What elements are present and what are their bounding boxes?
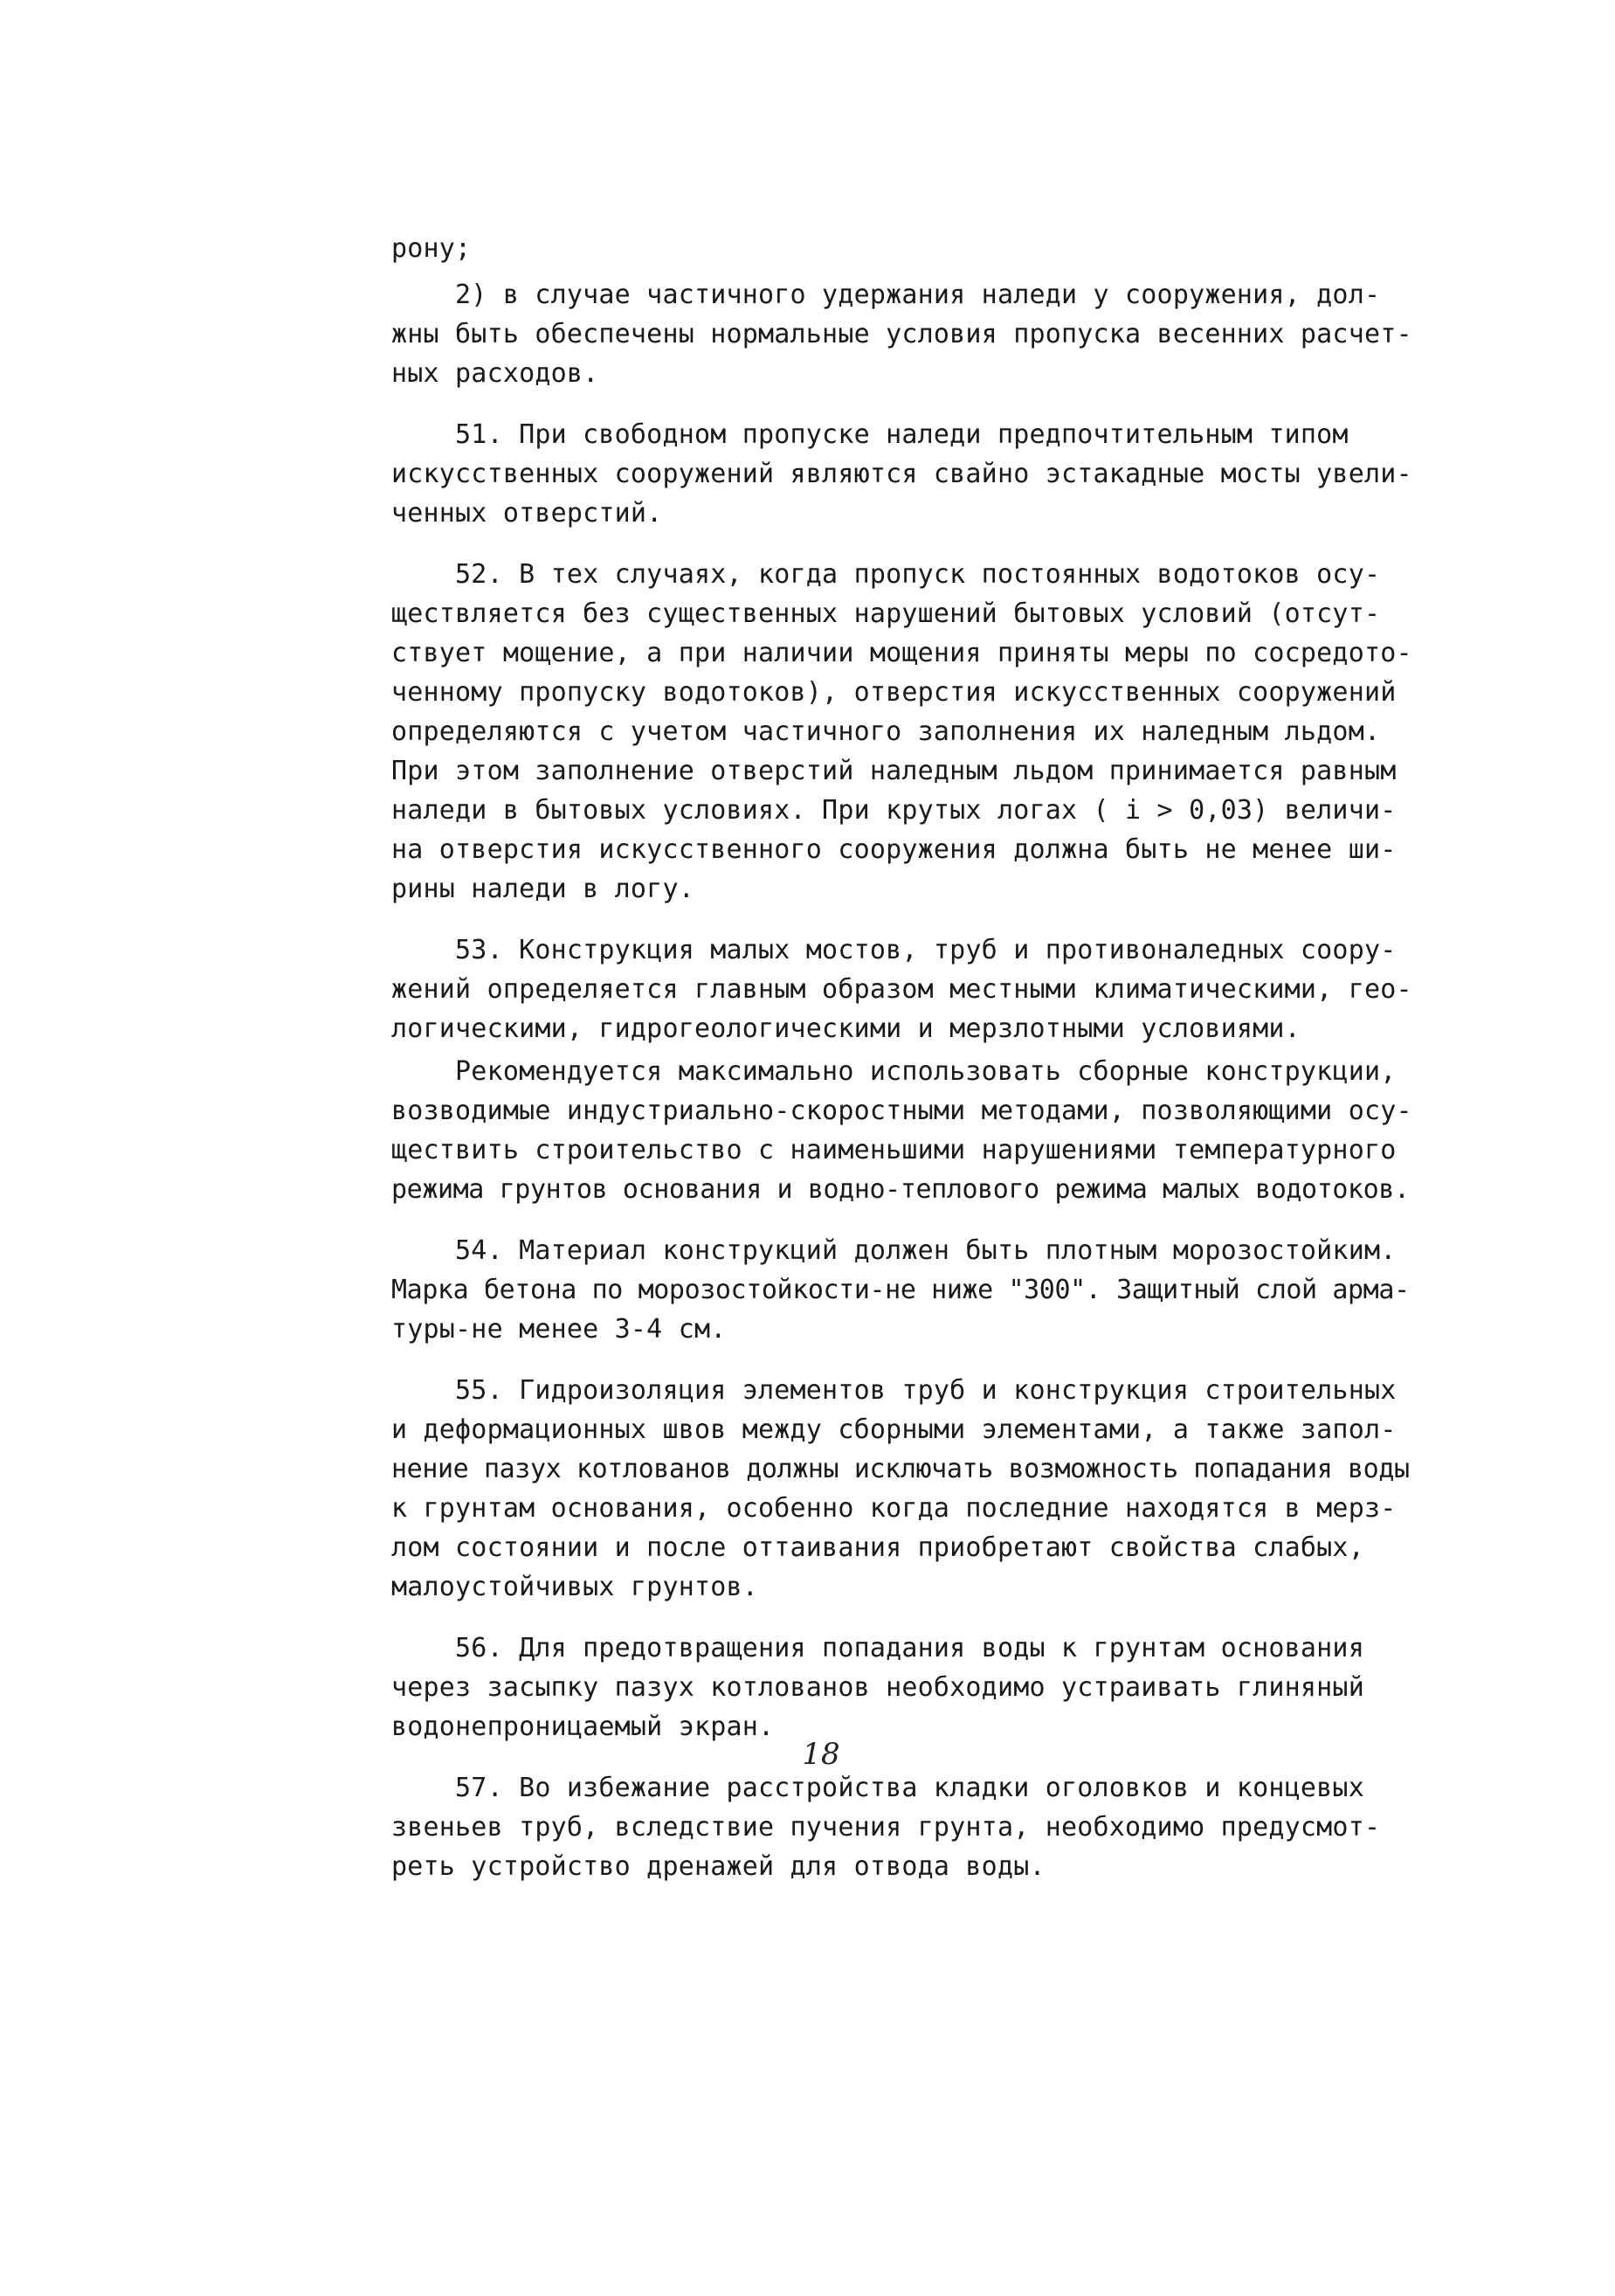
paragraph-51 bbox=[391, 415, 1413, 533]
paragraph-53 bbox=[391, 930, 1413, 1048]
paragraph-54 bbox=[391, 1231, 1413, 1349]
text-line: 52. В тех случаях, когда пропуск постоянных водотоков осу- bbox=[391, 559, 1381, 590]
text-line: реть устройство дренажей для отвода воды. bbox=[391, 1851, 1046, 1882]
text-line: к грунтам основания, особенно когда последние находятся в мерз- bbox=[391, 1493, 1397, 1524]
text-line: малоустойчивых грунтов. bbox=[391, 1572, 759, 1602]
text-line: Марка бетона по морозостойкости-не ниже "300". Защитный слой арма- bbox=[391, 1275, 1410, 1305]
text-line: При этом заполнение отверстий наледным льдом принимается равным bbox=[391, 756, 1397, 786]
text-line: рону; bbox=[391, 233, 472, 264]
text-line: определяются с учетом частичного заполнения их наледным льдом. bbox=[391, 716, 1381, 747]
paragraph-55 bbox=[391, 1371, 1413, 1607]
text-line: 53. Конструкция малых мостов, труб и противоналедных соору- bbox=[391, 935, 1397, 965]
paragraph-52 bbox=[391, 555, 1413, 909]
paragraph-56 bbox=[391, 1629, 1413, 1746]
text-line: 56. Для предотвращения попадания воды к грунтам основания bbox=[391, 1633, 1364, 1663]
text-line: 51. При свободном пропуске наледи предпочтительным типом bbox=[391, 419, 1349, 450]
text-line: 55. Гидроизоляция элементов труб и конструкция строительных bbox=[391, 1375, 1397, 1406]
text-line: логическими, гидрогеологическими и мерзлотными условиями. bbox=[391, 1013, 1301, 1044]
text-line: звеньев труб, вследствие пучения грунта, необходимо предусмот- bbox=[391, 1812, 1381, 1843]
text-line: 54. Материал конструкций должен быть плотным морозостойким. bbox=[391, 1235, 1397, 1266]
text-line: ствует мощение, а при наличии мощения приняты меры по сосредото- bbox=[391, 638, 1412, 668]
document-body bbox=[391, 229, 1413, 1886]
text-line: ченному пропуску водотоков), отверстия искусственных сооружений bbox=[391, 677, 1397, 708]
text-line: туры-не менее 3-4 см. bbox=[391, 1314, 727, 1345]
text-line: ществляется без существенных нарушений бытовых условий (отсут- bbox=[391, 598, 1381, 629]
text-line: режима грунтов основания и водно-теплового режима малых водотоков. bbox=[391, 1174, 1410, 1205]
text-line: ществить строительство с наименьшими нарушениями температурного bbox=[391, 1135, 1397, 1165]
text-line: искусственных сооружений являются свайно эстакадные мосты увели- bbox=[391, 459, 1412, 489]
page-number: 18 bbox=[802, 1737, 840, 1772]
text-line: жны быть обеспечены нормальные условия пропуска весенних расчет- bbox=[391, 319, 1412, 349]
text-line: возводимые индустриально-скоростными методами, позволяющими осу- bbox=[391, 1096, 1412, 1126]
text-line: на отверстия искусственного сооружения должна быть не менее ши- bbox=[391, 834, 1397, 865]
text-line: через засыпку пазух котлованов необходимо устраивать глиняный bbox=[391, 1672, 1364, 1703]
text-line: Рекомендуется максимально использовать сборные конструкции, bbox=[391, 1056, 1397, 1087]
text-line: ченных отверстий. bbox=[391, 498, 663, 529]
paragraph-53-recommendation bbox=[391, 1052, 1413, 1209]
paragraph-50-item-2 bbox=[391, 275, 1413, 393]
paragraph-57 bbox=[391, 1768, 1413, 1886]
text-line: наледи в бытовых условиях. При крутых логах ( i > 0,03) величи- bbox=[391, 795, 1397, 826]
text-line: 57. Во избежание расстройства кладки оголовков и концевых bbox=[391, 1773, 1364, 1803]
text-line: лом состоянии и после оттаивания приобретают свойства слабых, bbox=[391, 1532, 1364, 1563]
text-line: нение пазух котлованов должны исключать возможность попадания воды bbox=[391, 1454, 1410, 1484]
text-line: и деформационных швов между сборными элементами, а также запол- bbox=[391, 1414, 1397, 1445]
text-line: водонепроницаемый экран. bbox=[391, 1712, 775, 1742]
text-line: рины наледи в логу. bbox=[391, 874, 694, 904]
text-line: 2) в случае частичного удержания наледи у сооружения, дол- bbox=[391, 280, 1381, 310]
text-line: ных расходов. bbox=[391, 358, 599, 389]
text-line: жений определяется главным образом местными климатическими, гео- bbox=[391, 974, 1412, 1005]
